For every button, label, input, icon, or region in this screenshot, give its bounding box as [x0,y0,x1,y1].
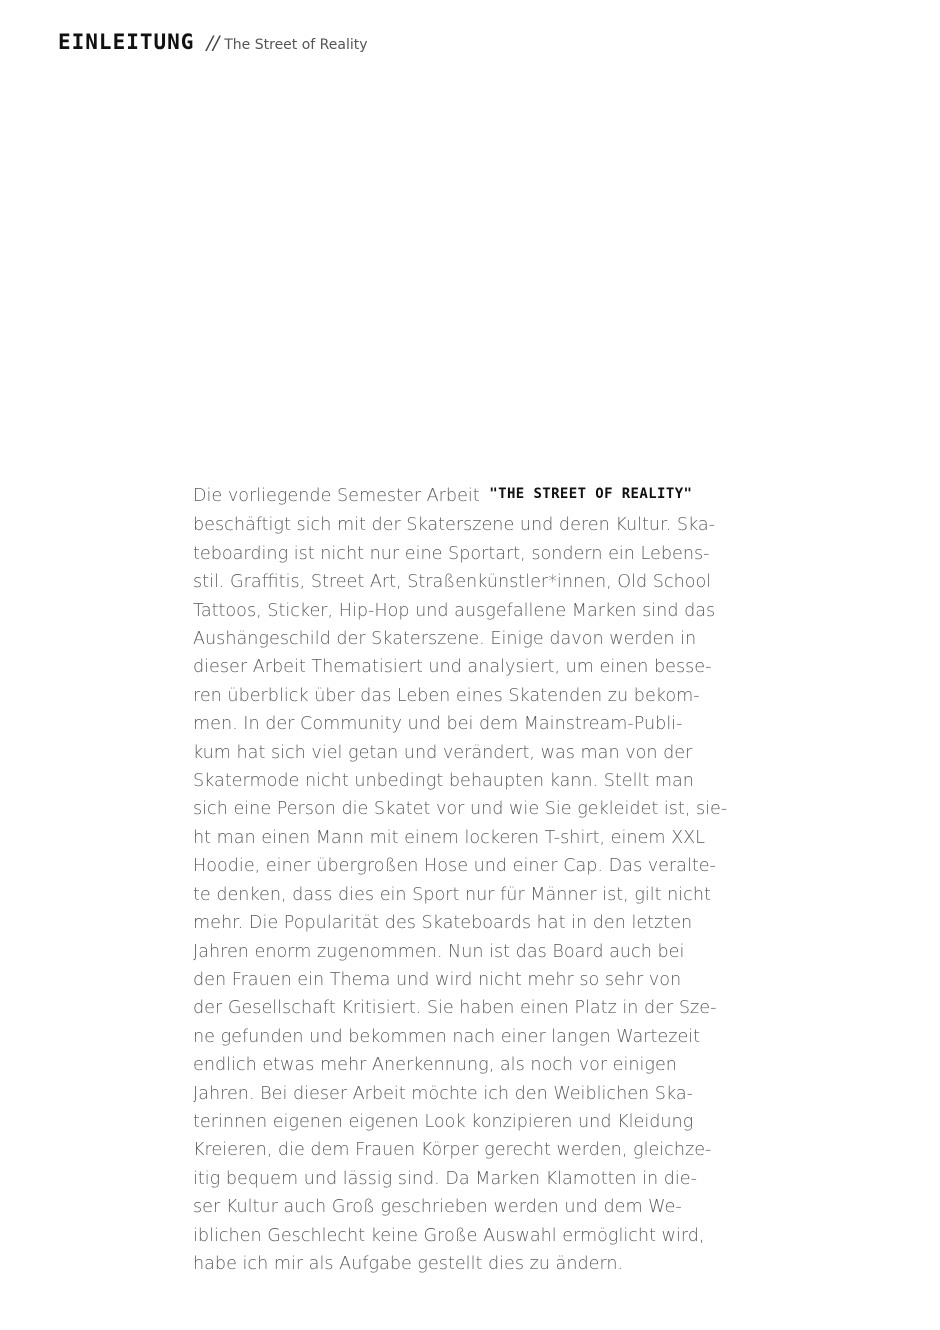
text-line: terinnen eigenen eigenen Look konzipieren und Kleidung [193,1111,694,1132]
text-line: der Gesellschaft Kritisiert. Sie haben einen Platz in der Sze- [193,998,717,1019]
text-line: Aushängeschild der Skaterszene. Einige davon werden in [193,629,697,650]
text-line: ren überblick über das Leben eines Skatenden zu bekom- [193,685,700,706]
text-line: Kreieren, die dem Frauen Körper gerecht werden, gleichze- [193,1140,712,1161]
text-line: den Frauen ein Thema und wird nicht mehr so sehr von [193,969,682,990]
text-line: ne gefunden und bekommen nach einer langen Wartezeit [193,1026,701,1047]
text-line: stil. Graffitis, Street Art, Straßenkünstler*innen, Old School [193,572,712,593]
text-line: habe ich mir als Aufgabe gestellt dies zu ändern. [193,1253,624,1274]
text-line: te denken, dass dies ein Sport nur für Männer ist, gilt nicht [193,884,711,905]
header-separator: // [206,32,220,54]
text-line: Jahren. Bei dieser Arbeit möchte ich den Weiblichen Ska- [193,1083,693,1104]
text-line: teboarding ist nicht nur eine Sportart, sondern ein Lebens- [193,543,710,564]
text-line: men. In der Community und bei dem Mainstream-Publi- [193,714,683,735]
text-line: Jahren enorm zugenommen. Nun ist das Board auch bei [193,941,685,962]
text-line: itig bequem und lässig sind. Da Marken Klamotten in die- [193,1168,697,1189]
text-line: endlich etwas mehr Anerkennung, als noch vor einigen [193,1055,677,1076]
header-subtitle: The Street of Reality [224,37,368,53]
text-line: Skatermode nicht unbedingt behaupten kann. Stellt man [193,771,694,792]
text-line: Tattoos, Sticker, Hip-Hop und ausgefallene Marken sind das [193,600,716,621]
page-header [58,30,368,54]
text-line: iblichen Geschlecht keine Große Auswahl ermöglicht wird, [193,1225,705,1246]
text-line: sich eine Person die Skatet vor und wie Sie gekleidet ist, sie- [193,799,728,820]
project-title-quote: "THE STREET OF REALITY" [489,486,693,502]
text-line: mehr. Die Popularität des Skateboards hat in den letzten [193,913,693,934]
text-line-intro [193,482,753,511]
text-line: kum hat sich viel getan und verändert, was man von der [193,742,693,763]
text-line: beschäftigt sich mit der Skaterszene und deren Kultur. Ska- [193,515,716,536]
text-line: ht man einen Mann mit einem lockeren T-shirt, einem XXL [193,827,705,848]
intro-text: Die vorliegende Semester Arbeit [193,486,480,506]
section-title: EINLEITUNG [58,30,195,54]
text-line: dieser Arbeit Thematisiert und analysiert, um einen besse- [193,657,712,678]
text-line: Hoodie, einer übergroßen Hose und einer Cap. Das veralte- [193,856,716,877]
body-paragraph [193,482,753,1278]
text-line: ser Kultur auch Groß geschrieben werden und dem We- [193,1197,682,1218]
